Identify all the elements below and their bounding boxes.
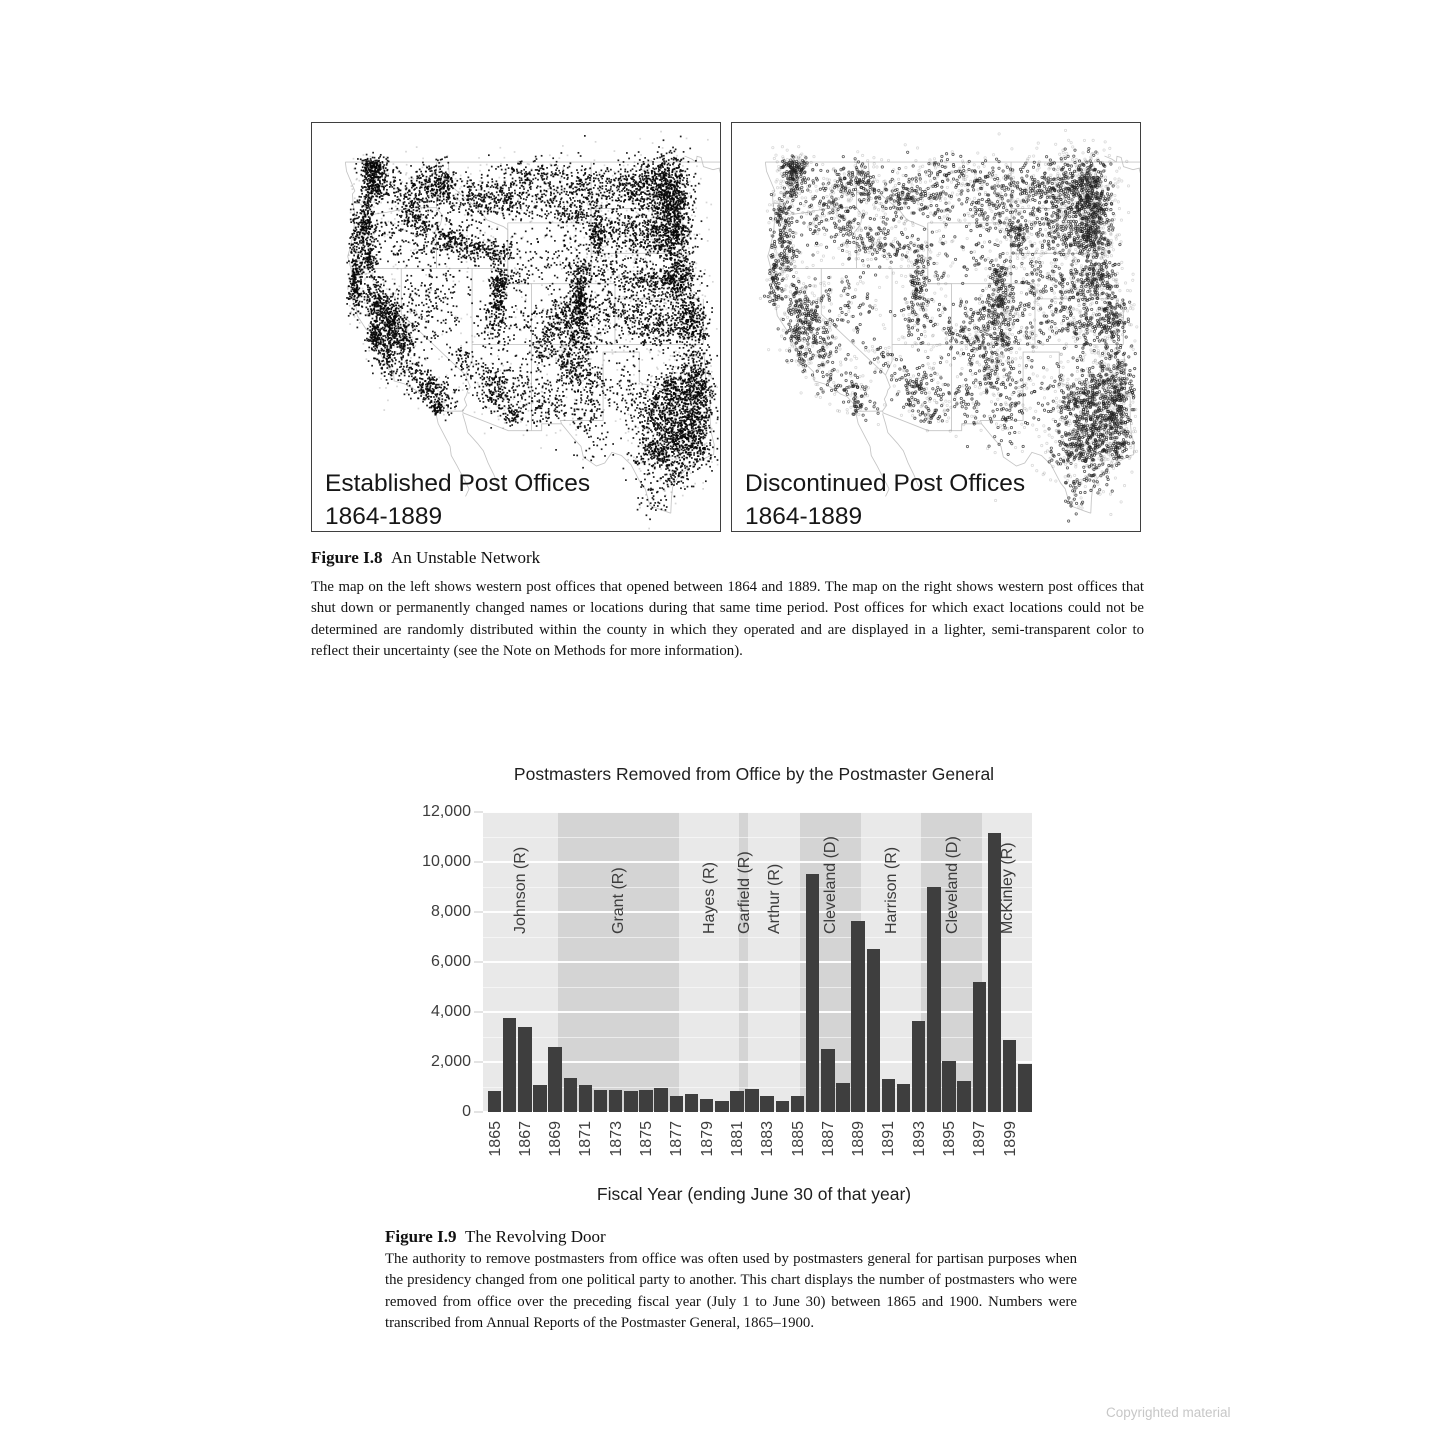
administration-label-cleveland-d-: Cleveland (D) [822, 836, 840, 934]
x-tick-label-1883: 1883 [759, 1121, 777, 1157]
bar-1879 [700, 1099, 714, 1112]
bar-1875 [639, 1090, 653, 1113]
bar-1888 [836, 1083, 850, 1112]
bar-1895 [942, 1061, 956, 1112]
x-tick-label-1879: 1879 [698, 1121, 716, 1157]
administration-label-mckinley-r-: McKinley (R) [998, 842, 1016, 934]
bar-1886 [806, 874, 820, 1112]
bar-1887 [821, 1049, 835, 1112]
figure-i9-caption-title: The Revolving Door [464, 1227, 606, 1246]
x-tick-label-1897: 1897 [971, 1121, 989, 1157]
bar-1877 [670, 1096, 684, 1113]
y-tick-mark [474, 961, 483, 963]
map-established-daterange: 1864-1889 [325, 502, 443, 530]
figure-i8-description: The map on the left shows western post offices that opened between 1864 and 1889. The map on the right shows western post offices that shut down or permanently changed names or locations during that same time period. Post offices for which exact locations could not be determined are randomly distributed within the county in which they operated and are displayed in a lighter, semi-transparent color to reflect their uncertainty (see the Note on Methods for more information). [311, 579, 1144, 660]
administration-label-arthur-r-: Arthur (R) [765, 863, 783, 934]
x-tick-label-1865: 1865 [486, 1121, 504, 1157]
copyright-notice: Copyrighted material [1106, 1405, 1231, 1420]
bar-1865 [488, 1091, 502, 1113]
x-tick-label-1895: 1895 [941, 1121, 958, 1157]
figure-i9-caption [385, 1227, 606, 1247]
bar-1867 [518, 1027, 532, 1112]
bar-1890 [867, 949, 881, 1112]
y-tick-label: 10,000 [422, 853, 471, 870]
chart-x-axis-title: Fiscal Year (ending June 30 of that year) [596, 1184, 912, 1204]
bar-1891 [882, 1079, 896, 1113]
bar-1866 [503, 1018, 517, 1113]
y-tick-mark [474, 1011, 483, 1013]
administration-label-johnson-r-: Johnson (R) [512, 846, 530, 934]
bar-1871 [579, 1085, 593, 1113]
bar-1880 [715, 1101, 729, 1112]
x-tick-label-1899: 1899 [1001, 1121, 1019, 1157]
administration-label-garfield-r-: Garfield (R) [735, 851, 753, 934]
y-tick-mark [474, 811, 483, 813]
bar-1900 [1018, 1064, 1032, 1112]
bar-1873 [609, 1090, 623, 1112]
map-discontinued-post-offices [731, 122, 1141, 532]
map-discontinued-title: Discontinued Post Offices [745, 470, 1026, 497]
bar-1869 [548, 1047, 562, 1112]
x-tick-label-1881: 1881 [728, 1121, 746, 1157]
figure-i9-description: The authority to remove postmasters from office was often used by postmasters general for partisan purposes when the presidency changed from one political party to another. This chart displays the number of postmasters who were removed from office over the preceding fiscal year (July 1 to June 30) between 1865 and 1900. Numbers were transcribed from Annual Reports of the Postmaster General, 1865–1900. [385, 1251, 1077, 1332]
figure-i9-caption-label: Figure I.9 [385, 1227, 457, 1246]
map-established-post-offices [311, 122, 721, 532]
bar-1893 [912, 1021, 926, 1112]
bar-1896 [957, 1081, 971, 1112]
gridline-major [483, 961, 1049, 963]
bar-1892 [897, 1084, 911, 1112]
administration-label-cleveland-d-: Cleveland (D) [943, 836, 961, 934]
bar-1874 [624, 1091, 638, 1112]
x-tick-label-1893: 1893 [910, 1121, 928, 1157]
chart-plot-area [422, 803, 1049, 1157]
x-tick-label-1885: 1885 [789, 1121, 807, 1157]
gridline-major [483, 811, 1049, 813]
y-tick-label: 12,000 [422, 803, 471, 820]
map-established-title: Established Post Offices [325, 470, 591, 497]
x-tick-label-1869: 1869 [547, 1121, 565, 1157]
x-tick-label-1877: 1877 [668, 1121, 686, 1157]
x-tick-label-1873: 1873 [607, 1121, 625, 1157]
bar-1882 [745, 1089, 759, 1112]
gridline-major [483, 1011, 1049, 1013]
y-tick-label: 0 [462, 1103, 471, 1120]
bar-1883 [760, 1096, 774, 1112]
bar-1899 [1003, 1040, 1017, 1113]
gridline-major [483, 1061, 1049, 1063]
y-tick-mark [474, 1111, 483, 1113]
chart-title: Postmasters Removed from Office by the Postmaster General [513, 764, 995, 784]
x-tick-label-1889: 1889 [850, 1121, 868, 1157]
map-discontinued-label [745, 468, 1025, 533]
x-tick-label-1887: 1887 [819, 1121, 837, 1157]
administration-label-grant-r-: Grant (R) [610, 867, 628, 934]
bar-1889 [851, 921, 865, 1112]
administration-label-hayes-r-: Hayes (R) [701, 861, 719, 934]
x-tick-label-1867: 1867 [516, 1121, 534, 1157]
map-discontinued-daterange: 1864-1889 [745, 502, 863, 530]
x-tick-label-1871: 1871 [577, 1121, 595, 1157]
gridline-major [483, 861, 1049, 863]
bar-1897 [973, 982, 987, 1112]
figure-i8-caption-label: Figure I.8 [311, 548, 383, 567]
y-tick-mark [474, 1061, 483, 1063]
x-tick-label-1875: 1875 [638, 1121, 655, 1157]
figure-i8-caption-title: An Unstable Network [390, 548, 541, 567]
y-tick-label: 2,000 [430, 1053, 471, 1070]
bar-1876 [654, 1088, 668, 1113]
bar-1885 [791, 1096, 805, 1113]
y-tick-mark [474, 861, 483, 863]
bar-1894 [927, 887, 941, 1112]
bar-1870 [564, 1078, 578, 1112]
map-established-label [325, 468, 590, 533]
gridline-minor [483, 1037, 1049, 1038]
bar-1884 [776, 1101, 790, 1112]
y-tick-label: 6,000 [430, 953, 471, 970]
gridline-minor [483, 937, 1049, 938]
bar-1878 [685, 1094, 699, 1112]
bar-1868 [533, 1085, 547, 1113]
figure-i8-caption [311, 548, 540, 568]
administration-label-harrison-r-: Harrison (R) [882, 846, 900, 934]
y-tick-label: 8,000 [430, 903, 471, 920]
bar-1881 [730, 1091, 744, 1113]
y-tick-label: 4,000 [430, 1003, 471, 1020]
gridline-minor [483, 987, 1049, 988]
gridline-minor [483, 837, 1049, 838]
x-tick-label-1891: 1891 [880, 1121, 898, 1157]
bar-1872 [594, 1090, 608, 1112]
y-tick-mark [474, 911, 483, 913]
